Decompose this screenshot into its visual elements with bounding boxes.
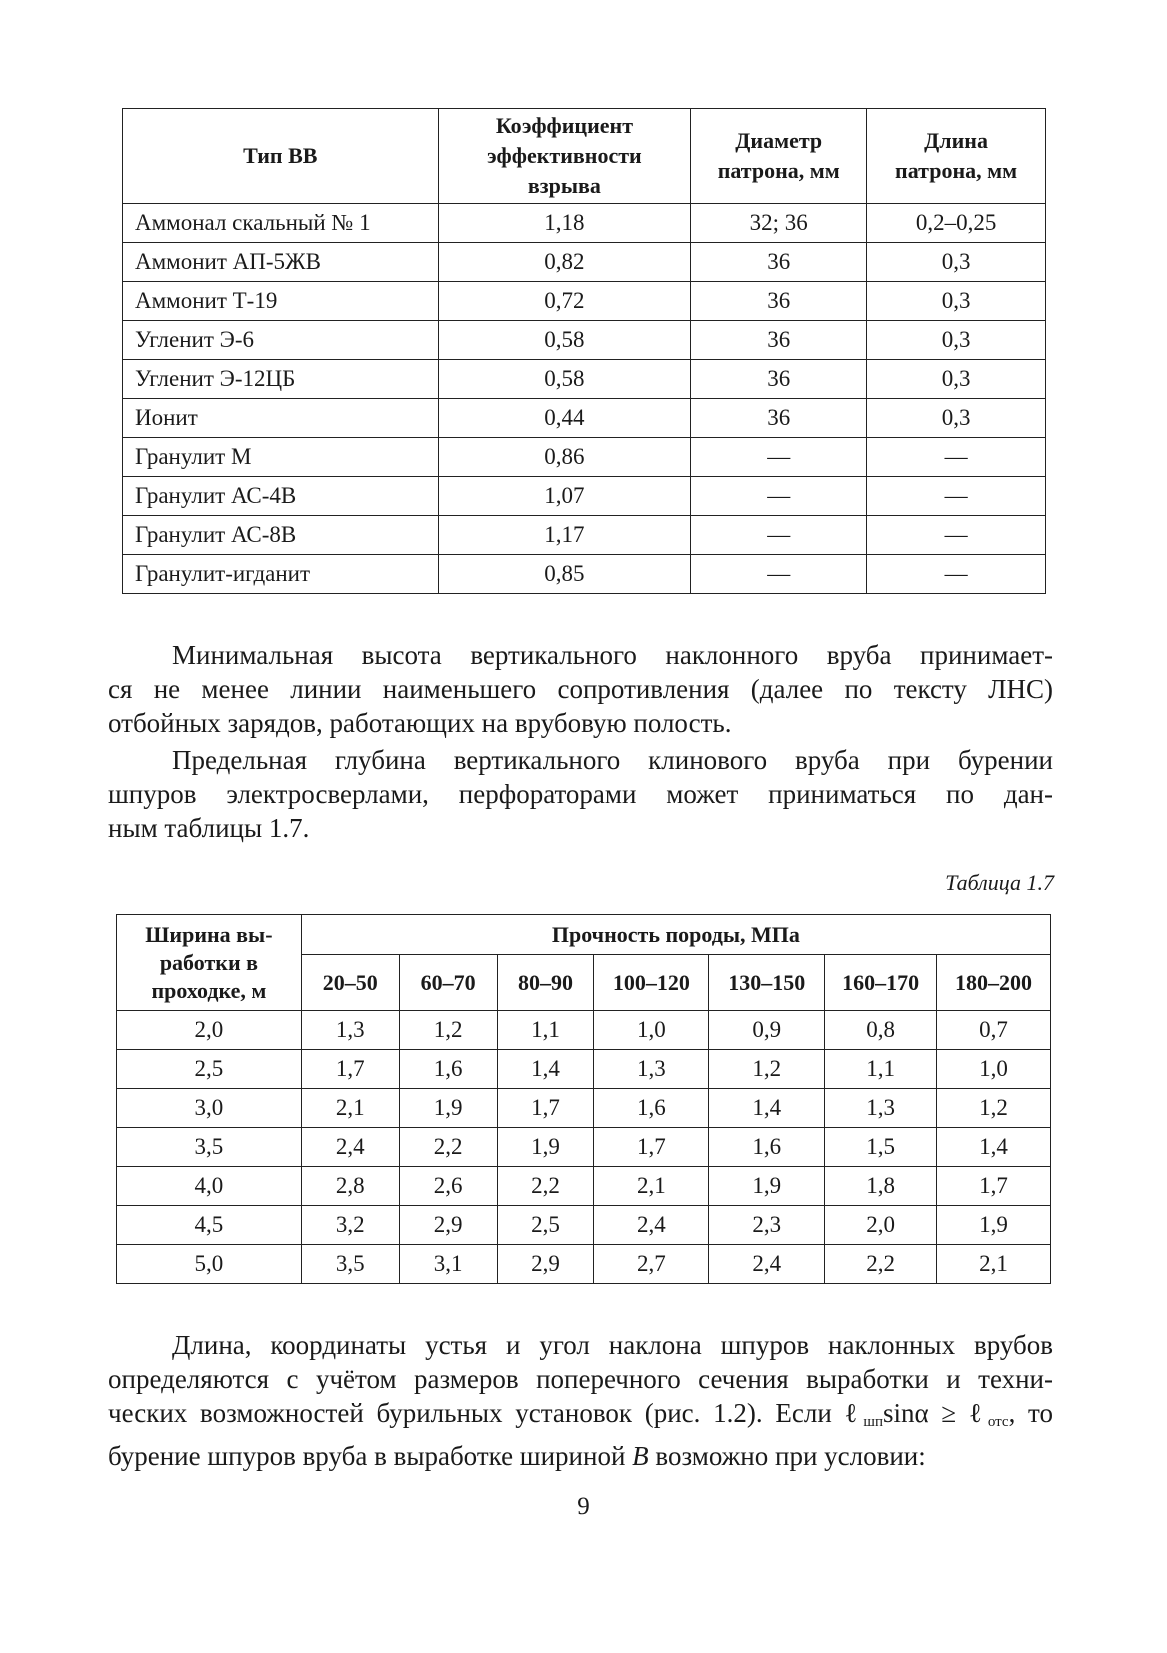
table-row	[123, 438, 1046, 477]
cut-depth-value: 1,5	[825, 1128, 937, 1167]
cut-depth-value: 2,8	[301, 1167, 399, 1206]
cartridge-diameter: 32; 36	[691, 204, 867, 243]
cut-depth-value: 1,3	[594, 1050, 709, 1089]
cartridge-length: 0,3	[867, 243, 1046, 282]
cartridge-length: —	[867, 438, 1046, 477]
working-width: 4,0	[117, 1167, 302, 1206]
cartridge-length: 0,3	[867, 399, 1046, 438]
efficiency-coefficient: 0,58	[438, 360, 691, 399]
cut-depth-value: 2,2	[825, 1245, 937, 1284]
cartridge-diameter: 36	[691, 282, 867, 321]
table-header-row	[123, 109, 1046, 204]
cartridge-length: 0,3	[867, 360, 1046, 399]
explosive-name: Угленит Э-6	[123, 321, 439, 360]
table-row	[117, 1089, 1051, 1128]
cut-depth-value: 1,3	[301, 1011, 399, 1050]
efficiency-coefficient: 0,44	[438, 399, 691, 438]
strength-column-header: 130–150	[709, 955, 825, 1011]
explosive-name: Гранулит АС-8В	[123, 516, 439, 555]
cut-depth-value: 1,2	[399, 1011, 497, 1050]
cut-depth-value: 2,2	[399, 1128, 497, 1167]
cut-depth-value: 1,7	[301, 1050, 399, 1089]
cut-depth-value: 2,5	[497, 1206, 594, 1245]
cartridge-length: —	[867, 516, 1046, 555]
explosive-name: Гранулит-игданит	[123, 555, 439, 594]
cut-depth-value: 1,9	[937, 1206, 1051, 1245]
header-rock-strength: Прочность породы, МПа	[301, 915, 1050, 955]
cut-depth-value: 3,2	[301, 1206, 399, 1245]
cut-depth-value: 1,6	[594, 1089, 709, 1128]
table-header-row	[117, 915, 1051, 955]
efficiency-coefficient: 0,86	[438, 438, 691, 477]
table-caption: Таблица 1.7	[945, 870, 1054, 895]
page-number: 9	[577, 1493, 590, 1520]
working-width: 5,0	[117, 1245, 302, 1284]
header-coefficient: Коэффициент эффективности взрыва	[438, 109, 691, 204]
header-type: Тип ВВ	[123, 109, 439, 204]
strength-column-header: 60–70	[399, 955, 497, 1011]
cut-depth-value: 2,4	[709, 1245, 825, 1284]
cut-depth-value: 1,4	[937, 1128, 1051, 1167]
header-length: Длина патрона, мм	[867, 109, 1046, 204]
cut-depth-value: 2,7	[594, 1245, 709, 1284]
table-row	[123, 282, 1046, 321]
cut-depth-value: 2,1	[594, 1167, 709, 1206]
table-row	[117, 1050, 1051, 1089]
cut-depth-value: 1,8	[825, 1167, 937, 1206]
working-width: 2,0	[117, 1011, 302, 1050]
cut-depth-value: 1,4	[497, 1050, 594, 1089]
cut-depth-value: 1,4	[709, 1089, 825, 1128]
explosive-name: Аммонит Т-19	[123, 282, 439, 321]
cut-depth-value: 2,0	[825, 1206, 937, 1245]
efficiency-coefficient: 1,07	[438, 477, 691, 516]
working-width: 2,5	[117, 1050, 302, 1089]
cut-depth-value: 1,0	[937, 1050, 1051, 1089]
cut-depth-value: 1,0	[594, 1011, 709, 1050]
cut-depth-value: 1,1	[497, 1011, 594, 1050]
explosives-table	[122, 108, 1046, 594]
cartridge-diameter: 36	[691, 360, 867, 399]
explosive-name: Ионит	[123, 399, 439, 438]
explosive-name: Аммонал скальный № 1	[123, 204, 439, 243]
cartridge-length: 0,3	[867, 321, 1046, 360]
cut-depth-value: 0,8	[825, 1011, 937, 1050]
cartridge-length: —	[867, 555, 1046, 594]
cartridge-diameter: 36	[691, 243, 867, 282]
cartridge-diameter: —	[691, 438, 867, 477]
cut-depth-value: 1,1	[825, 1050, 937, 1089]
cartridge-diameter: —	[691, 516, 867, 555]
cartridge-length: 0,2–0,25	[867, 204, 1046, 243]
cartridge-diameter: —	[691, 555, 867, 594]
cut-depth-value: 0,9	[709, 1011, 825, 1050]
table-row	[117, 1128, 1051, 1167]
cut-depth-value: 2,6	[399, 1167, 497, 1206]
table-row	[123, 516, 1046, 555]
cut-depth-value: 2,4	[301, 1128, 399, 1167]
formula-line: ческих возможностей бурильных установок (рис. 1.2). Если ℓ$_{шп}$sinα ≥ ℓ$_{отс}$, то	[108, 1398, 1053, 1430]
table-row	[117, 1245, 1051, 1284]
paragraph-min-height: Минимальная высота вертикального наклонного вруба принимает- ся не менее линии наименьшего сопротивления (далее по тексту ЛНС) отбойных зарядов, работающих на врубовую полость.	[108, 640, 1053, 738]
strength-column-header: 20–50	[301, 955, 399, 1011]
efficiency-coefficient: 0,72	[438, 282, 691, 321]
cut-depth-value: 1,7	[594, 1128, 709, 1167]
explosive-name: Угленит Э-12ЦБ	[123, 360, 439, 399]
efficiency-coefficient: 1,17	[438, 516, 691, 555]
table-row	[123, 399, 1046, 438]
cartridge-length: —	[867, 477, 1046, 516]
cartridge-diameter: 36	[691, 321, 867, 360]
cut-depth-value: 1,6	[709, 1128, 825, 1167]
cut-depth-value: 2,4	[594, 1206, 709, 1245]
cut-depth-value: 1,9	[399, 1089, 497, 1128]
strength-column-header: 100–120	[594, 955, 709, 1011]
table-row	[123, 360, 1046, 399]
table-row	[123, 204, 1046, 243]
cut-depth-value: 2,1	[937, 1245, 1051, 1284]
cut-depth-value: 2,3	[709, 1206, 825, 1245]
cut-depth-value: 0,7	[937, 1011, 1051, 1050]
header-width: Ширина вы- работки в проходке, м	[117, 915, 302, 1011]
table-row	[117, 1167, 1051, 1206]
working-width: 3,5	[117, 1128, 302, 1167]
cartridge-diameter: —	[691, 477, 867, 516]
efficiency-coefficient: 1,18	[438, 204, 691, 243]
table-row	[117, 1011, 1051, 1050]
cut-depth-value: 1,2	[937, 1089, 1051, 1128]
paragraph-hole-length: Длина, координаты устья и угол наклона шпуров наклонных врубов определяются с учётом размеров поперечного сечения выработки и техни- ческих возможностей бурильных установок (рис. 1.2). Если ℓ$_{шп}$sinα ≥ ℓ$_{отс}$, то бурение шпуров вруба в выработке шириной B возможно при условии:	[108, 1330, 1053, 1471]
table-row	[123, 321, 1046, 360]
cut-depth-value: 3,1	[399, 1245, 497, 1284]
cut-depth-value: 2,9	[497, 1245, 594, 1284]
cut-depth-value: 1,2	[709, 1050, 825, 1089]
explosive-name: Аммонит АП-5ЖВ	[123, 243, 439, 282]
table-row	[117, 1206, 1051, 1245]
table-row	[123, 477, 1046, 516]
strength-column-header: 180–200	[937, 955, 1051, 1011]
cut-depth-value: 3,5	[301, 1245, 399, 1284]
cut-depth-value: 1,9	[497, 1128, 594, 1167]
strength-column-header: 160–170	[825, 955, 937, 1011]
strength-column-header: 80–90	[497, 955, 594, 1011]
paragraph-max-depth: Предельная глубина вертикального клинового вруба при бурении шпуров электросверлами, перфораторами может приниматься по дан- ным таблицы 1.7.	[108, 745, 1053, 843]
cut-depth-value: 1,9	[709, 1167, 825, 1206]
working-width: 4,5	[117, 1206, 302, 1245]
efficiency-coefficient: 0,82	[438, 243, 691, 282]
cut-depth-value: 2,9	[399, 1206, 497, 1245]
cut-depth-value: 1,6	[399, 1050, 497, 1089]
efficiency-coefficient: 0,85	[438, 555, 691, 594]
header-diameter: Диаметр патрона, мм	[691, 109, 867, 204]
cut-depth-value: 2,2	[497, 1167, 594, 1206]
table-row	[123, 555, 1046, 594]
cartridge-diameter: 36	[691, 399, 867, 438]
working-width: 3,0	[117, 1089, 302, 1128]
table-row	[123, 243, 1046, 282]
cut-depth-value: 1,7	[937, 1167, 1051, 1206]
cut-depth-value: 1,7	[497, 1089, 594, 1128]
explosive-name: Гранулит АС-4В	[123, 477, 439, 516]
cut-depth-table	[116, 914, 1051, 1284]
cartridge-length: 0,3	[867, 282, 1046, 321]
explosive-name: Гранулит М	[123, 438, 439, 477]
cut-depth-value: 1,3	[825, 1089, 937, 1128]
cut-depth-value: 2,1	[301, 1089, 399, 1128]
efficiency-coefficient: 0,58	[438, 321, 691, 360]
